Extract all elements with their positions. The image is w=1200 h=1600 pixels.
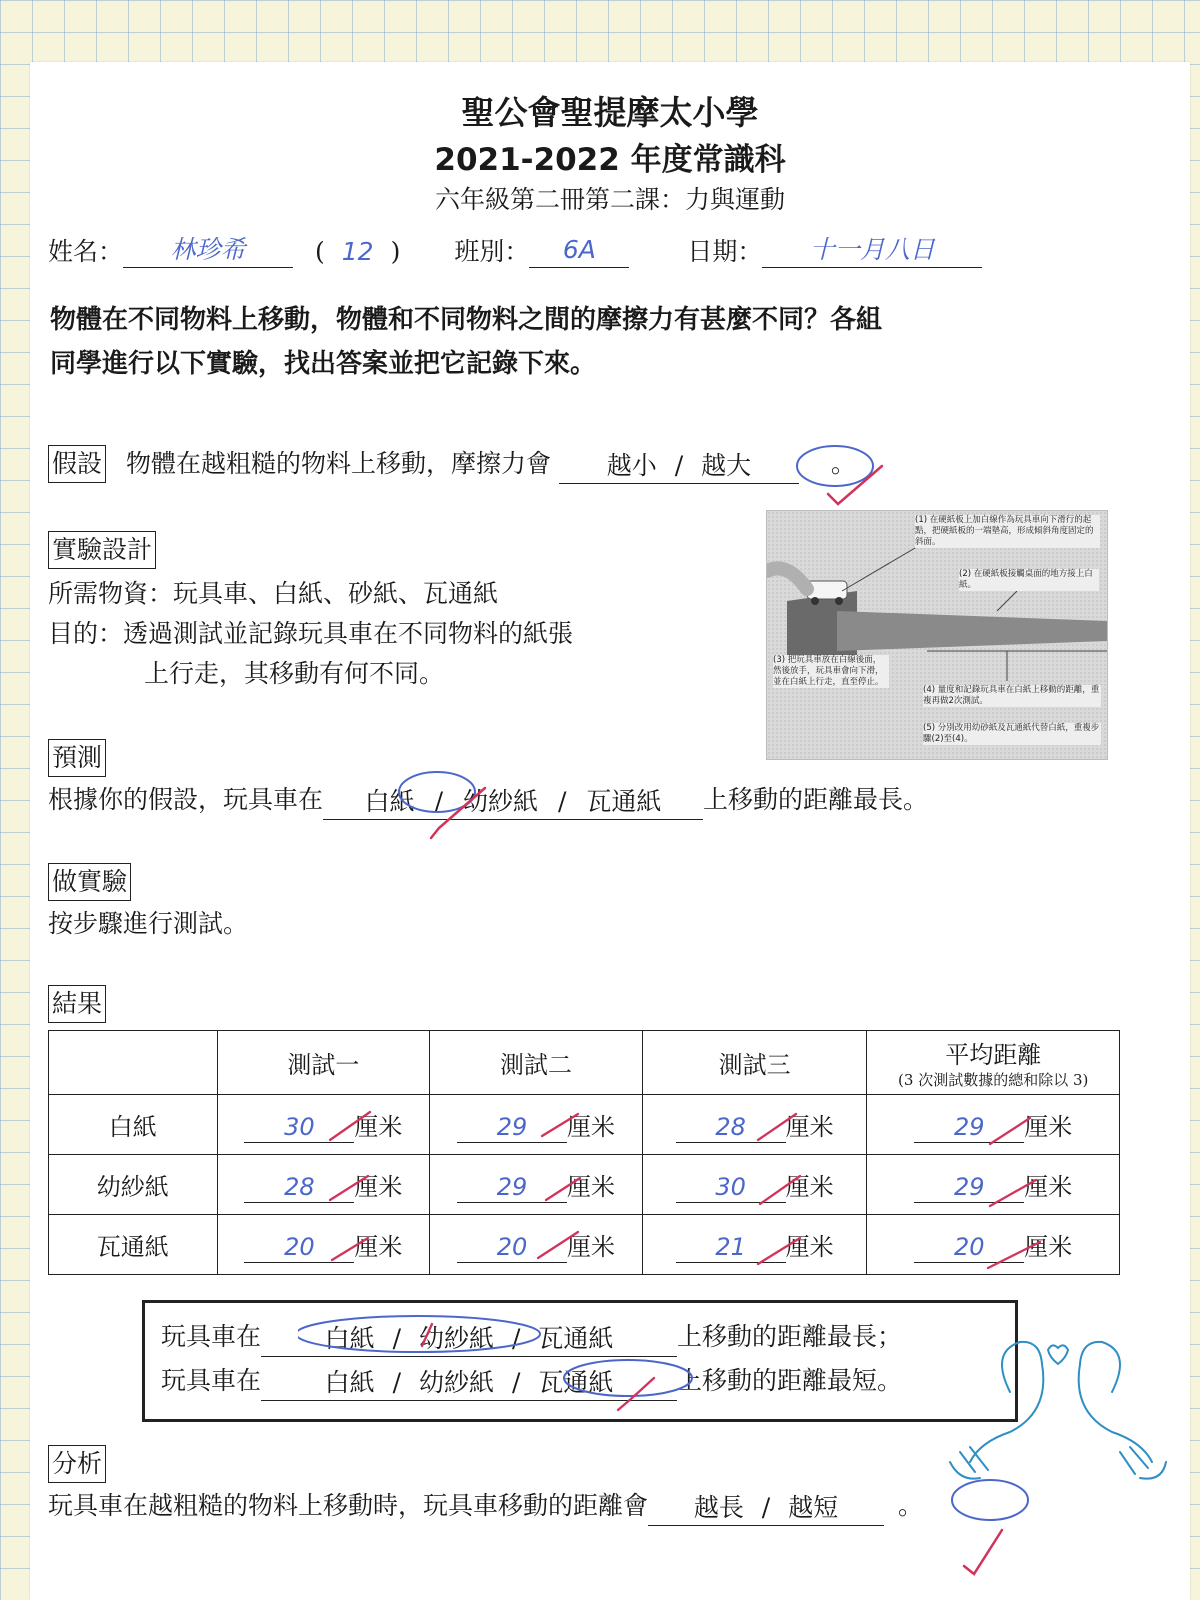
header-average-note: (3 次測試數據的總和除以 3): [898, 1071, 1089, 1089]
unit-label: 厘米: [1024, 1112, 1073, 1141]
hypothesis-end: 。: [830, 449, 856, 478]
value-field[interactable]: 30: [676, 1172, 786, 1203]
unit-label: 厘米: [785, 1112, 834, 1141]
design-label: 實驗設計: [48, 531, 156, 569]
name-label: 姓名：: [48, 237, 124, 266]
value-field[interactable]: 21: [676, 1232, 786, 1263]
conclusion-shortest-opt-1[interactable]: 白紙: [324, 1368, 375, 1397]
question-line-1: 物體在不同物料上移動，物體和不同物料之間的摩擦力有甚麼不同？各組: [50, 305, 883, 335]
conclusion-line-2: [161, 1361, 902, 1401]
results-header-row: [49, 1031, 1120, 1095]
conclusion-shortest-opt-2[interactable]: 幼紗紙: [419, 1368, 495, 1397]
conclusion-choice-longest[interactable]: [261, 1322, 677, 1357]
analysis-option-2[interactable]: 越短: [788, 1493, 839, 1522]
prediction-sep-2: /: [557, 787, 567, 816]
date-field[interactable]: 十一月八日: [762, 233, 982, 268]
header-average: [867, 1031, 1120, 1095]
unit-label: 厘米: [567, 1232, 615, 1261]
table-row: [49, 1095, 1120, 1155]
table-row: [49, 1155, 1120, 1215]
analysis-choice[interactable]: [648, 1491, 884, 1526]
conclusion-end-1: 上移動的距離最長；: [677, 1322, 903, 1351]
header-test-3: 測試三: [642, 1031, 867, 1095]
caption-2: (2) 在硬紙板接觸桌面的地方接上白紙。: [959, 569, 1099, 591]
purpose-line-1: 目的：透過測試並記錄玩具車在不同物料的紙張: [48, 619, 574, 648]
unit-label: 厘米: [785, 1172, 834, 1201]
cell-white-test-1: [217, 1095, 430, 1155]
prediction-label: 預測: [48, 739, 106, 777]
prediction-option-1[interactable]: 白紙: [364, 787, 415, 816]
prediction-end: 上移動的距離最長。: [703, 785, 929, 814]
purpose-line-2: 上行走，其移動有何不同。: [144, 659, 445, 688]
prediction-option-2[interactable]: 幼紗紙: [463, 787, 539, 816]
value-field[interactable]: 29: [914, 1172, 1024, 1203]
results-label-wrap: [48, 984, 106, 1024]
cell-sand-test-1: [217, 1155, 430, 1215]
conclusion-line-1: [161, 1317, 902, 1357]
hypothesis-option-2[interactable]: 越大: [701, 451, 752, 480]
caption-4: (4) 量度和記錄玩具車在白紙上移動的距離，重複再做2次測試。: [923, 685, 1100, 706]
experiment-section: [48, 862, 1168, 944]
unit-label: 厘米: [354, 1172, 403, 1201]
materials-text: 所需物資：玩具車、白紙、砂紙、瓦通紙: [48, 579, 499, 608]
unit-label: 厘米: [567, 1172, 615, 1201]
unit-label: 厘米: [354, 1232, 403, 1261]
number-close: ): [390, 237, 401, 266]
question-line-2: 同學進行以下實驗，找出答案並把它記錄下來。: [50, 349, 597, 379]
year-subject: 2021-2022 年度常識科: [434, 142, 786, 178]
cell-sand-average: [867, 1155, 1120, 1215]
analysis-label: 分析: [48, 1445, 106, 1483]
row-material-corrugated: 瓦通紙: [49, 1215, 218, 1275]
hypothesis-sep: /: [674, 451, 684, 480]
results-label: 結果: [48, 985, 106, 1023]
value-field[interactable]: 29: [457, 1172, 567, 1203]
experiment-photo: [766, 510, 1108, 760]
cell-sand-test-3: [642, 1155, 867, 1215]
hypothesis-choice[interactable]: [559, 449, 799, 484]
ramp-illustration: [767, 511, 1107, 759]
analysis-text: 玩具車在越粗糙的物料上移動時，玩具車移動的距離會: [48, 1491, 649, 1520]
cell-white-test-3: [642, 1095, 867, 1155]
cell-sand-test-2: [430, 1155, 643, 1215]
conclusion-sep: /: [511, 1324, 521, 1353]
worksheet: [30, 62, 1190, 1600]
value-field[interactable]: 20: [914, 1232, 1024, 1263]
date-label: 日期：: [687, 237, 763, 266]
value-field[interactable]: 28: [244, 1172, 354, 1203]
cell-corr-average: [867, 1215, 1120, 1275]
caption-5: (5) 分別改用幼砂紙及瓦通紙代替白紙，重複步驟(2)至(4)。: [923, 723, 1100, 744]
class-field[interactable]: 6A: [529, 233, 629, 268]
conclusion-shortest-opt-3[interactable]: 瓦通紙: [538, 1368, 614, 1397]
analysis-option-1[interactable]: 越長: [693, 1493, 744, 1522]
row-material-fine-sandpaper: 幼紗紙: [49, 1155, 218, 1215]
lesson-title: 六年級第二冊第二課：力與運動: [434, 185, 785, 214]
prediction-sep-1: /: [434, 787, 444, 816]
cell-corr-test-2: [430, 1215, 643, 1275]
conclusion-sep: /: [392, 1324, 402, 1353]
analysis-end: 。: [898, 1491, 924, 1520]
conclusion-prefix-2: 玩具車在: [161, 1366, 262, 1395]
value-field[interactable]: 29: [914, 1112, 1024, 1143]
student-info-row: [48, 232, 1168, 274]
prediction-choice[interactable]: [323, 785, 703, 820]
name-field[interactable]: 林珍希: [123, 233, 293, 268]
cell-corr-test-3: [642, 1215, 867, 1275]
experiment-text: 按步驟進行測試。: [48, 909, 249, 938]
hypothesis-row: [48, 444, 1168, 484]
conclusion-box: [142, 1300, 1018, 1422]
value-field[interactable]: 20: [457, 1232, 567, 1263]
analysis-sep: /: [761, 1493, 771, 1522]
caption-3: (3) 把玩具車放在白線後面，然後放手，玩具車會向下滑，並在白紙上行走，直至停止。: [773, 655, 889, 688]
unit-label: 厘米: [354, 1112, 403, 1141]
table-row: [49, 1215, 1120, 1275]
conclusion-sep: /: [511, 1368, 521, 1397]
unit-label: 厘米: [785, 1232, 834, 1261]
value-field[interactable]: 28: [676, 1112, 786, 1143]
hypothesis-option-1[interactable]: 越小: [606, 451, 657, 480]
unit-label: 厘米: [1024, 1232, 1073, 1261]
prediction-section: [48, 738, 1168, 820]
number-field[interactable]: 12: [341, 237, 374, 266]
cell-corr-test-1: [217, 1215, 430, 1275]
value-field[interactable]: 29: [457, 1112, 567, 1143]
value-field[interactable]: 20: [244, 1232, 354, 1263]
hypothesis-text: 物體在越粗糙的物料上移動，摩擦力會: [125, 449, 551, 478]
conclusion-sep: /: [392, 1368, 402, 1397]
header-test-2: 測試二: [430, 1031, 643, 1095]
unit-label: 厘米: [1024, 1172, 1073, 1201]
conclusion-prefix-1: 玩具車在: [161, 1322, 262, 1351]
conclusion-longest-opt-1[interactable]: 白紙: [324, 1324, 375, 1353]
caption-1: (1) 在硬紙板上加白線作為玩具車向下滑行的起點，把硬紙板的一端墊高，形成傾斜角度固定的斜面。: [915, 515, 1100, 548]
prediction-text: 根據你的假設，玩具車在: [48, 785, 324, 814]
question: [50, 298, 1170, 386]
design-section: [48, 530, 748, 694]
header-test-1: 測試一: [217, 1031, 430, 1095]
prediction-option-3[interactable]: 瓦通紙: [586, 787, 662, 816]
conclusion-longest-opt-2[interactable]: 幼紗紙: [419, 1324, 495, 1353]
experiment-label: 做實驗: [48, 863, 131, 901]
analysis-section: [48, 1444, 1168, 1526]
row-material-white-paper: 白紙: [49, 1095, 218, 1155]
value-field[interactable]: 30: [244, 1112, 354, 1143]
conclusion-longest-opt-3[interactable]: 瓦通紙: [538, 1324, 614, 1353]
unit-label: 厘米: [567, 1112, 615, 1141]
header-empty-cell: [49, 1031, 218, 1095]
cell-white-average: [867, 1095, 1120, 1155]
conclusion-end-2: 上移動的距離最短。: [677, 1366, 903, 1395]
results-table: [48, 1030, 1120, 1275]
cell-white-test-2: [430, 1095, 643, 1155]
school-name: 聖公會聖提摩太小學: [461, 93, 759, 132]
hypothesis-label: 假設: [48, 445, 106, 483]
class-label: 班別：: [454, 237, 530, 266]
header-average-title: 平均距離: [945, 1041, 1042, 1069]
number-open: (: [314, 237, 325, 266]
conclusion-choice-shortest[interactable]: [261, 1366, 677, 1401]
